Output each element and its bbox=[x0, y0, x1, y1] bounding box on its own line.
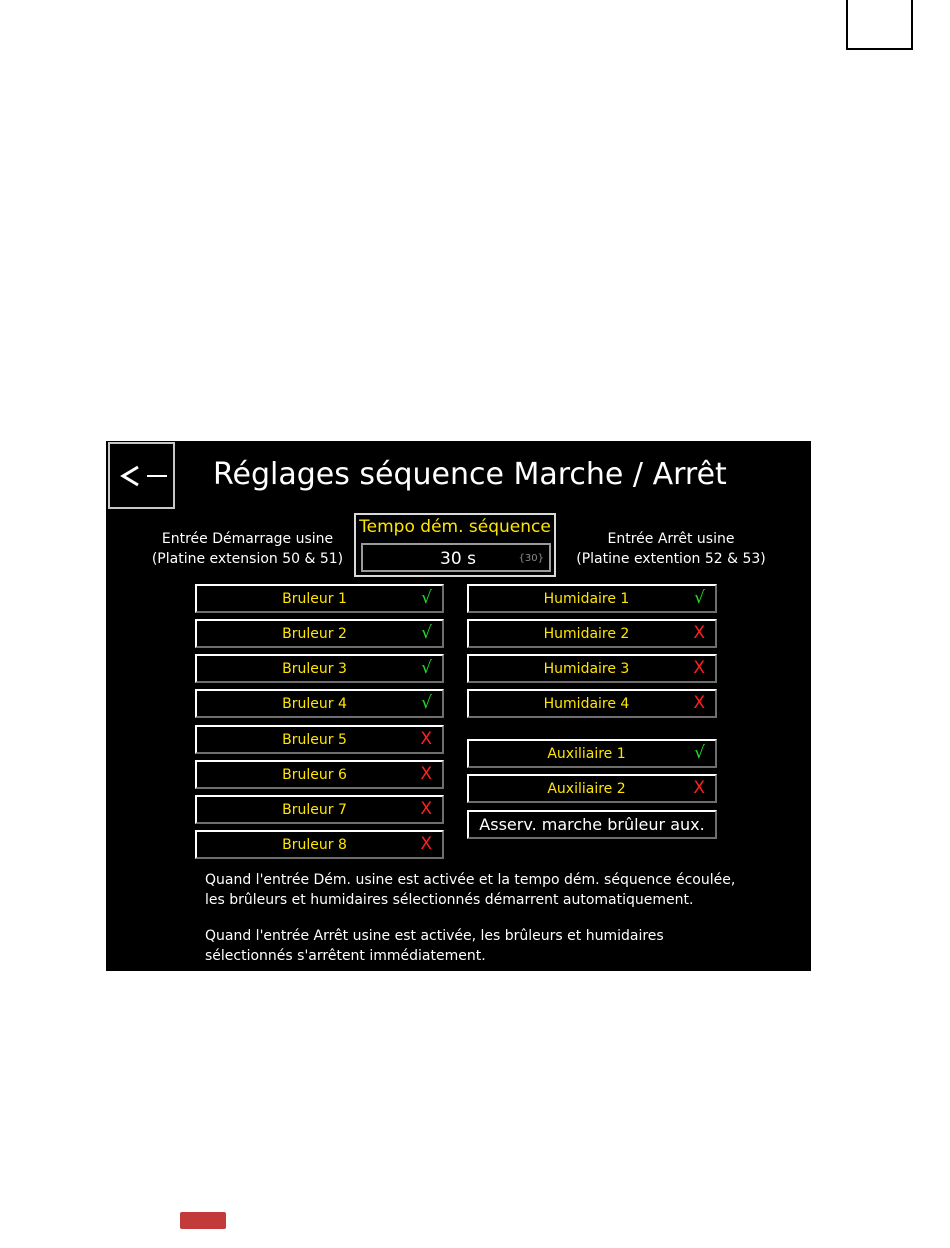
info-paragraph-start bbox=[205, 870, 735, 910]
info-stop-line2: sélectionnés s'arrêtent immédiatement. bbox=[205, 948, 486, 964]
asserv-marche-bruleur-aux-button[interactable]: Asserv. marche brûleur aux. bbox=[467, 810, 717, 839]
tempo-value: 30 s bbox=[440, 549, 476, 569]
auxiliaire-1-toggle[interactable] bbox=[467, 739, 717, 768]
tempo-value-field[interactable] bbox=[361, 543, 551, 572]
info-paragraph-stop bbox=[205, 926, 664, 966]
hmi-screen bbox=[106, 441, 811, 971]
stop-input-label bbox=[571, 529, 771, 569]
humidaire-4-label: Humidaire 4 bbox=[543, 696, 630, 712]
bruleur-1-label: Bruleur 1 bbox=[282, 591, 347, 607]
cross-icon: X bbox=[420, 729, 432, 749]
info-stop-line1: Quand l'entrée Arrêt usine est activée, les brûleurs et humidaires bbox=[205, 928, 664, 944]
auxiliaire-2-toggle[interactable] bbox=[467, 774, 717, 803]
humidaire-2-toggle[interactable] bbox=[467, 619, 717, 648]
bruleur-5-toggle[interactable] bbox=[195, 725, 444, 754]
check-icon: √ bbox=[421, 623, 432, 643]
start-input-line1: Entrée Démarrage usine bbox=[161, 531, 334, 547]
humidaire-1-label: Humidaire 1 bbox=[543, 591, 630, 607]
check-icon: √ bbox=[421, 693, 432, 713]
bruleur-6-label: Bruleur 6 bbox=[282, 767, 347, 783]
info-start-line1: Quand l'entrée Dém. usine est activée et la tempo dém. séquence écoulée, bbox=[205, 872, 736, 888]
cross-icon: X bbox=[693, 658, 705, 678]
humidaire-2-label: Humidaire 2 bbox=[543, 626, 630, 642]
company-logo bbox=[180, 1212, 226, 1229]
page-corner-box bbox=[846, 0, 913, 50]
tempo-default-value: {30} bbox=[518, 553, 544, 564]
bruleur-7-label: Bruleur 7 bbox=[282, 802, 347, 818]
cross-icon: X bbox=[420, 764, 432, 784]
bruleur-7-toggle[interactable] bbox=[195, 795, 444, 824]
cross-icon: X bbox=[693, 693, 705, 713]
cross-icon: X bbox=[420, 834, 432, 854]
info-start-line2: les brûleurs et humidaires sélectionnés démarrent automatiquement. bbox=[205, 892, 694, 908]
humidaire-1-toggle[interactable] bbox=[467, 584, 717, 613]
tempo-panel bbox=[354, 513, 556, 577]
check-icon: √ bbox=[694, 588, 705, 608]
bruleur-8-label: Bruleur 8 bbox=[282, 837, 347, 853]
cross-icon: X bbox=[420, 799, 432, 819]
cross-icon: X bbox=[693, 623, 705, 643]
bruleur-6-toggle[interactable] bbox=[195, 760, 444, 789]
bruleur-4-label: Bruleur 4 bbox=[282, 696, 347, 712]
stop-input-line2: (Platine extention 52 & 53) bbox=[576, 551, 766, 567]
stop-input-line1: Entrée Arrêt usine bbox=[607, 531, 735, 547]
bruleur-1-toggle[interactable] bbox=[195, 584, 444, 613]
page-title: Réglages séquence Marche / Arrêt bbox=[213, 457, 727, 492]
bruleur-5-label: Bruleur 5 bbox=[282, 732, 347, 748]
humidaire-4-toggle[interactable] bbox=[467, 689, 717, 718]
start-input-line2: (Platine extension 50 & 51) bbox=[151, 551, 344, 567]
humidaire-3-toggle[interactable] bbox=[467, 654, 717, 683]
check-icon: √ bbox=[694, 743, 705, 763]
bruleur-4-toggle[interactable] bbox=[195, 689, 444, 718]
cross-icon: X bbox=[693, 778, 705, 798]
check-icon: √ bbox=[421, 588, 432, 608]
bruleur-3-toggle[interactable] bbox=[195, 654, 444, 683]
auxiliaire-1-label: Auxiliaire 1 bbox=[547, 746, 626, 762]
bruleur-2-label: Bruleur 2 bbox=[282, 626, 347, 642]
auxiliaire-2-label: Auxiliaire 2 bbox=[547, 781, 626, 797]
start-input-label bbox=[140, 529, 355, 569]
back-button[interactable] bbox=[108, 442, 175, 509]
humidaire-3-label: Humidaire 3 bbox=[543, 661, 630, 677]
bruleur-3-label: Bruleur 3 bbox=[282, 661, 347, 677]
check-icon: √ bbox=[421, 658, 432, 678]
back-arrow-icon bbox=[118, 464, 168, 488]
bruleur-8-toggle[interactable] bbox=[195, 830, 444, 859]
bruleur-2-toggle[interactable] bbox=[195, 619, 444, 648]
tempo-label: Tempo dém. séquence bbox=[359, 517, 551, 537]
